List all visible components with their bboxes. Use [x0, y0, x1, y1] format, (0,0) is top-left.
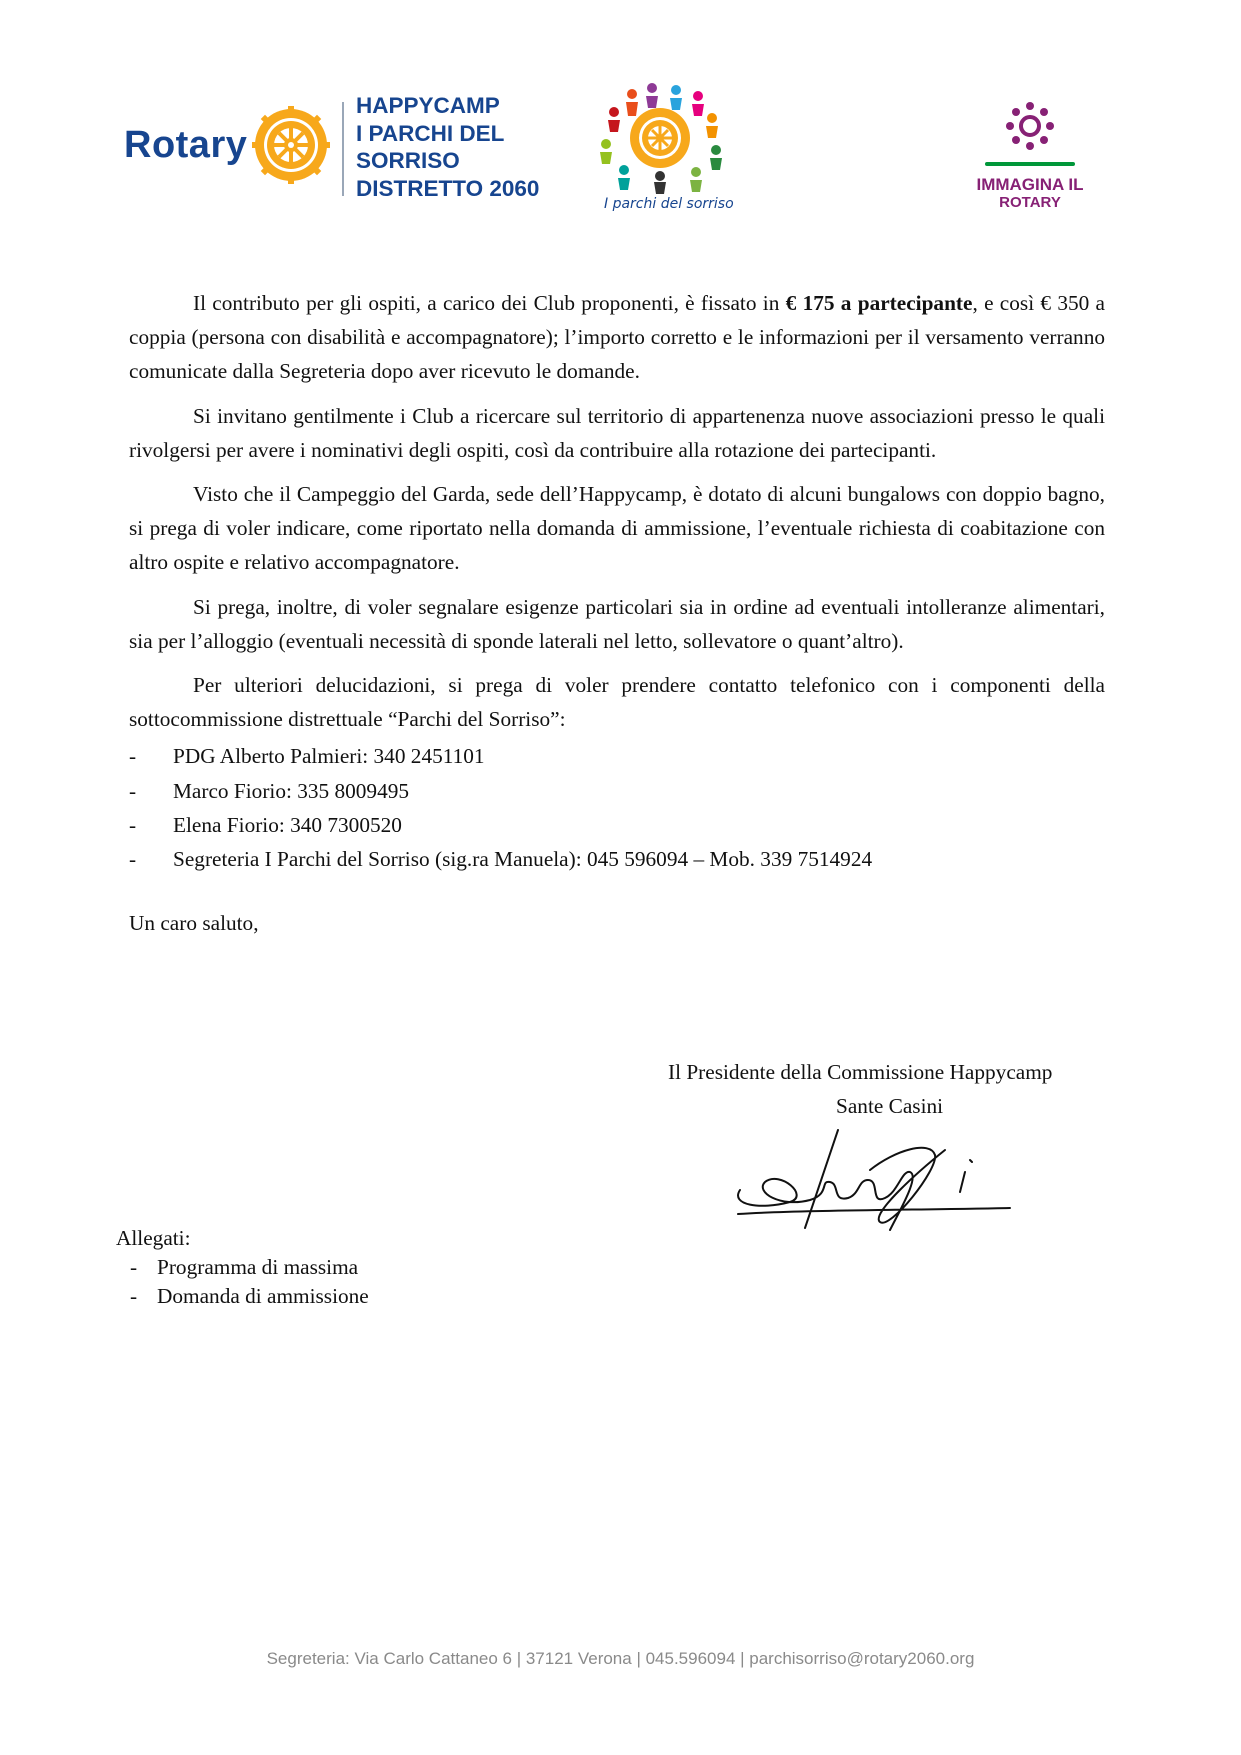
- footer-address: Segreteria: Via Carlo Cattaneo 6 | 37121 Verona | 045.596094 | parchisorriso@rotary2060.org: [266, 1649, 975, 1668]
- list-item: [129, 808, 1105, 842]
- green-bar: [985, 162, 1075, 166]
- list-item: [129, 739, 1105, 773]
- letter-body: [129, 286, 1105, 940]
- parchi-caption: I parchi del sorriso: [604, 196, 734, 212]
- list-item: [129, 842, 1105, 876]
- p1-text: Il contributo per gli ospiti, a carico dei Club proponenti, è fissato in: [193, 291, 786, 315]
- list-dash: -: [129, 744, 137, 769]
- handwritten-signature: [720, 1110, 1020, 1240]
- list-item: [116, 1253, 369, 1282]
- immagina-line-1: IMMAGINA IL: [976, 175, 1084, 194]
- paragraph-contatti: Per ulteriori delucidazioni, si prega di voler prendere contatto telefonico con i componenti della sottocommissione distrettuale “Parchi del Sorriso”:: [129, 673, 1105, 732]
- list-dash: -: [129, 847, 137, 871]
- attachment-text: Programma di massima: [157, 1255, 359, 1279]
- happycamp-line: I PARCHI DEL: [356, 120, 505, 146]
- contact-text: Elena Fiorio: 340 7300520: [173, 812, 402, 837]
- parchi-del-sorriso-logo: [590, 82, 740, 222]
- president-name: Sante Casini: [836, 1094, 944, 1118]
- immagina-il-rotary-logo: [950, 100, 1110, 220]
- paragraph-associazioni: Si invitano gentilmente i Club a ricercare sul territorio di appartenenza nuove associazioni presso le quali rivolgersi per avere i nominativi degli ospiti, così da contribuire alla rotazione dei partecipanti.: [129, 403, 1105, 462]
- attachment-text: Domanda di ammissione: [157, 1284, 369, 1308]
- list-item: [129, 774, 1105, 808]
- closing-greeting: Un caro saluto,: [129, 911, 259, 936]
- rotary-wordmark: Rotary: [124, 124, 248, 166]
- happycamp-line: HAPPYCAMP: [356, 93, 500, 118]
- p1-text-rest: , e così € 350 a coppia (persona con disabilità e accompagnatore); l’importo corretto e le informazioni per il versamento verranno comunicate dalla Segreteria dopo aver ricevuto le domande.: [129, 291, 1105, 384]
- list-dash: -: [130, 1284, 138, 1308]
- p1-bold-amount: € 175 a partecipante: [785, 291, 973, 315]
- contact-text: Segreteria I Parchi del Sorriso (sig.ra Manuela): 045 596094 – Mob. 339 7514924: [173, 847, 873, 871]
- list-dash: -: [129, 778, 137, 803]
- list-dash: -: [129, 812, 137, 837]
- happycamp-line: DISTRETTO 2060: [356, 175, 540, 201]
- president-title: Il Presidente della Commissione Happycamp: [668, 1060, 1053, 1084]
- paragraph-esigenze: Si prega, inoltre, di voler segnalare esigenze particolari sia in ordine ad eventuali intolleranze alimentari, sia per l’alloggio (eventuali necessità di sponde laterali nel letto, sollevatore o quant’altro).: [129, 594, 1105, 653]
- list-dash: -: [130, 1255, 138, 1279]
- rotary-wheel-icon: [252, 106, 330, 184]
- immagina-line-2: ROTARY: [999, 194, 1061, 211]
- attachments-label: Allegati:: [116, 1226, 191, 1250]
- letterhead: [0, 0, 1241, 240]
- immagina-text: [950, 176, 1110, 212]
- list-item: [116, 1282, 369, 1311]
- contact-text: Marco Fiorio: 335 8009495: [173, 778, 410, 803]
- logo-divider: [342, 102, 344, 196]
- happycamp-line: SORRISO: [356, 148, 460, 173]
- contacts-list: [129, 739, 1105, 876]
- contact-text: PDG Alberto Palmieri: 340 2451101: [173, 744, 485, 769]
- paragraph-contributo: [129, 286, 1105, 389]
- rotary-happycamp-logo: [124, 92, 564, 212]
- happycamp-title: [356, 92, 539, 202]
- attachments: [116, 1224, 369, 1311]
- children-circle-icon: [590, 82, 730, 194]
- sun-icon: [950, 100, 1110, 160]
- paragraph-bungalows: Visto che il Campeggio del Garda, sede dell’Happycamp, è dotato di alcuni bungalows con doppio bagno, si prega di voler indicare, come riportato nella domanda di ammissione, l’eventuale richiesta di coabitazione con altro ospite e relativo accompagnatore.: [129, 482, 1105, 575]
